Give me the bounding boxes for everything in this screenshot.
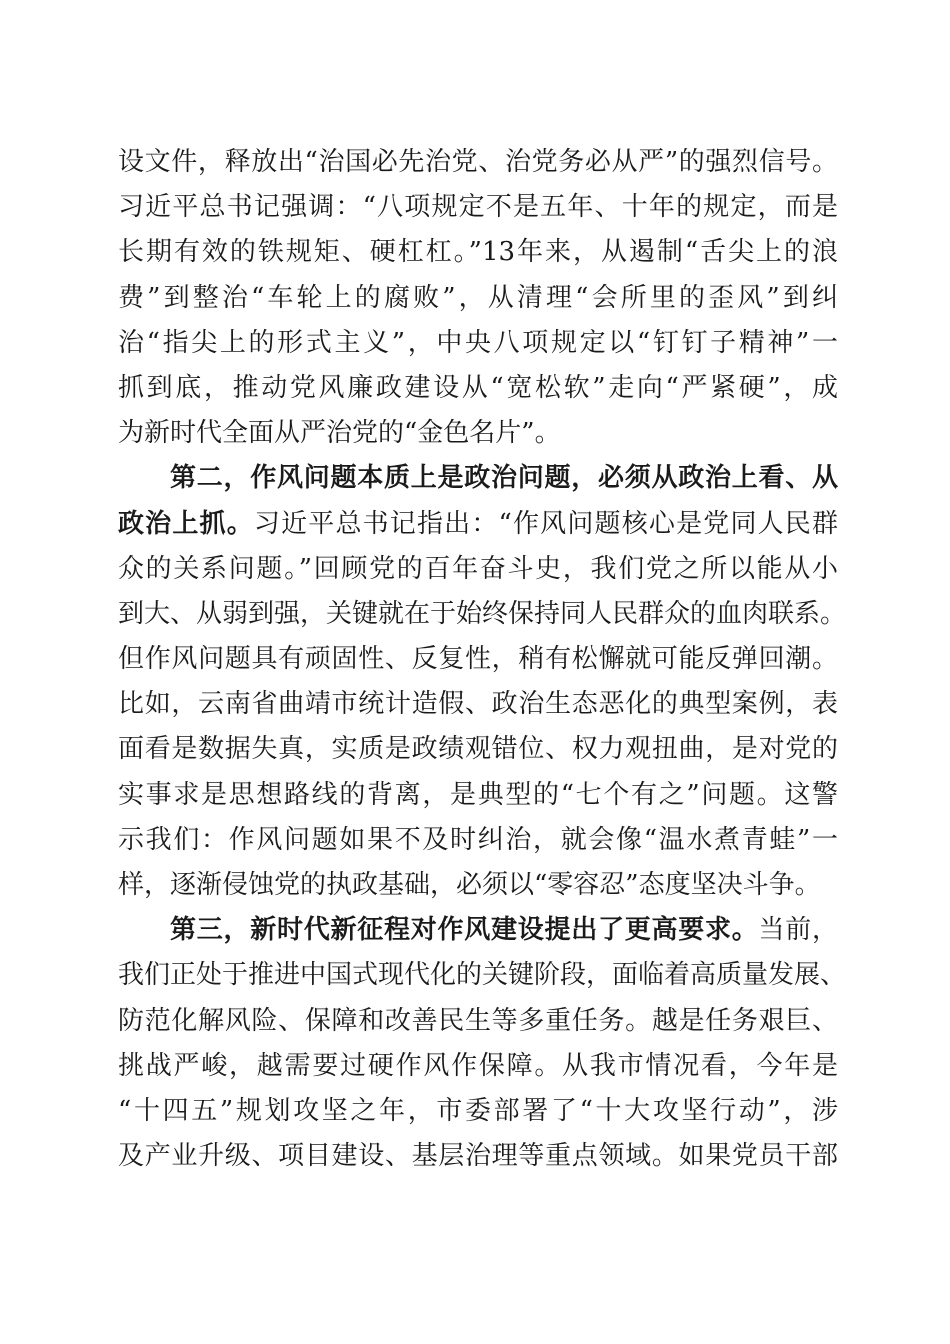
text-line: “十四五”规划攻坚之年，市委部署了“十大攻坚行动”，涉	[118, 1095, 838, 1126]
paragraph-heading: 第三，新时代新征程对作风建设提出了更高要求。	[170, 915, 759, 946]
text-line: 费”到整治“车轮上的腐败”，从清理“会所里的歪风”到纠	[118, 282, 838, 313]
text-line: 治“指尖上的形式主义”，中央八项规定以“钉钉子精神”一	[118, 327, 838, 358]
text-line	[118, 908, 838, 953]
paragraph-heading-line: 第二，作风问题本质上是政治问题，必须从政治上看、从	[170, 463, 838, 494]
text-line	[118, 502, 838, 547]
text-line: 我们正处于推进中国式现代化的关键阶段，面临着高质量发展、	[118, 960, 847, 991]
text-line: 示我们：作风问题如果不及时纠治，就会像“温水煮青蛙”一	[118, 824, 838, 855]
document-body	[118, 140, 847, 1179]
text-line: 到大、从弱到强，关键就在于始终保持同人民群众的血肉联系。	[118, 598, 847, 629]
text-segment: 习近平总书记指出：“作风问题核心是党同人民群	[253, 508, 838, 539]
text-line: 及产业升级、项目建设、基层治理等重点领域。如果党员干部	[118, 1141, 838, 1172]
text-line: 样，逐渐侵蚀党的执政基础，必须以“零容忍”态度坚决斗争。	[118, 870, 821, 900]
text-line: 比如，云南省曲靖市统计造假、政治生态恶化的典型案例，表	[118, 689, 838, 720]
paragraph-heading-end: 政治上抓。	[118, 508, 254, 539]
text-segment: 当前，	[758, 915, 838, 946]
text-line: 挑战严峻，越需要过硬作风作保障。从我市情况看，今年是	[118, 1050, 838, 1081]
text-line: 实事求是思想路线的背离，是典型的“七个有之”问题。这警	[118, 779, 838, 810]
text-line: 为新时代全面从严治党的“金色名片”。	[118, 418, 561, 449]
text-line: 设文件，释放出“治国必先治党、治党务必从严”的强烈信号。	[118, 147, 838, 177]
text-line: 防范化解风险、保障和改善民生等多重任务。越是任务艰巨、	[118, 1005, 838, 1036]
text-line: 习近平总书记强调：“八项规定不是五年、十年的规定，而是	[118, 192, 838, 223]
text-line: 众的关系问题。”回顾党的百年奋斗史，我们党之所以能从小	[118, 553, 838, 584]
text-line: 抓到底，推动党风廉政建设从“宽松软”走向“严紧硬”，成	[118, 372, 838, 403]
text-line: 面看是数据失真，实质是政绩观错位、权力观扭曲，是对党的	[118, 734, 838, 765]
text-line: 长期有效的铁规矩、硬杠杠。”13年来，从遏制“舌尖上的浪	[118, 237, 838, 268]
text-line: 但作风问题具有顽固性、反复性，稍有松懈就可能反弹回潮。	[118, 644, 838, 675]
